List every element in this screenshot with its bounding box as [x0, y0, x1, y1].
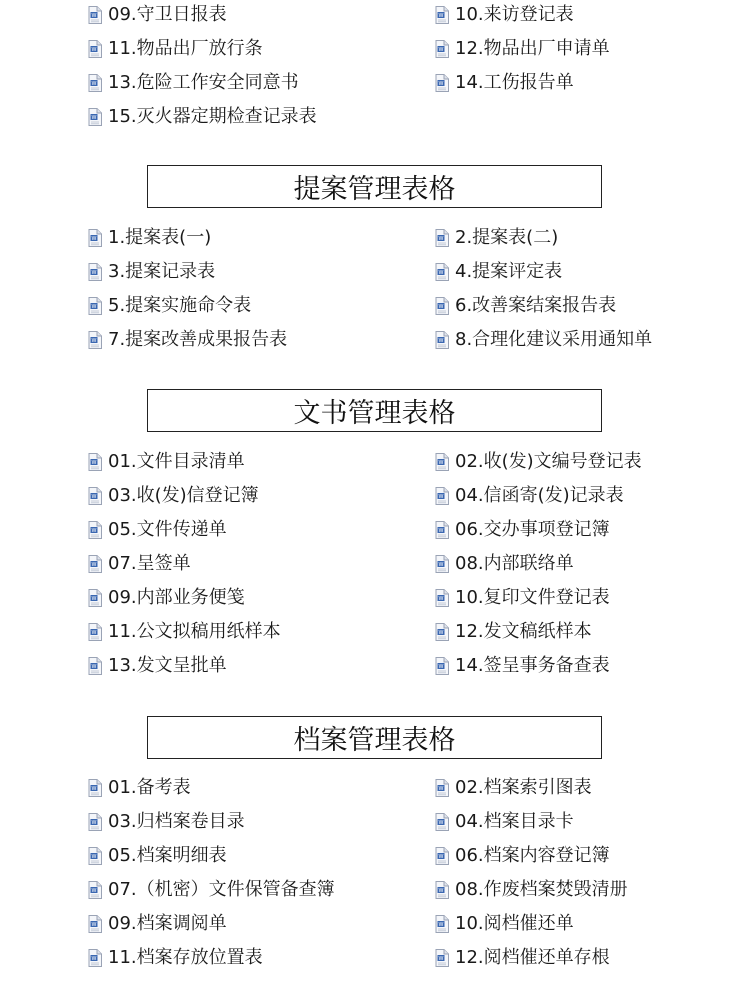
svg-text:W: W: [91, 956, 97, 962]
item-label: 06.交办事项登记簿: [455, 519, 610, 540]
word-document-icon: [435, 74, 449, 92]
item-label: 10.阅档催还单: [455, 913, 574, 934]
list-item[interactable]: [88, 3, 227, 27]
svg-text:W: W: [91, 338, 97, 344]
item-label: 5.提案实施命令表: [108, 295, 252, 316]
svg-text:W: W: [91, 494, 97, 500]
svg-text:W: W: [91, 528, 97, 534]
word-document-icon: [435, 881, 449, 899]
section-heading-proposal: 提案管理表格: [147, 165, 602, 208]
item-label: 2.提案表(二): [455, 227, 559, 248]
word-document-icon: [435, 623, 449, 641]
word-document-icon: [435, 229, 449, 247]
word-document-icon: [435, 487, 449, 505]
word-document-icon: [88, 779, 102, 797]
word-document-icon: [88, 108, 102, 126]
list-item[interactable]: [435, 484, 624, 508]
word-document-icon: [88, 949, 102, 967]
svg-text:W: W: [438, 562, 444, 568]
list-item[interactable]: [88, 105, 317, 129]
list-item[interactable]: [435, 260, 562, 284]
item-label: 03.归档案卷目录: [108, 811, 245, 832]
svg-text:W: W: [438, 630, 444, 636]
word-document-icon: [435, 847, 449, 865]
svg-text:W: W: [438, 236, 444, 242]
svg-text:W: W: [91, 854, 97, 860]
svg-text:W: W: [438, 460, 444, 466]
word-document-icon: [88, 847, 102, 865]
list-item[interactable]: [88, 294, 251, 318]
word-document-icon: [435, 6, 449, 24]
item-label: 14.工伤报告单: [455, 72, 574, 93]
list-item[interactable]: [88, 776, 191, 800]
list-item[interactable]: [435, 586, 610, 610]
list-item[interactable]: [435, 328, 652, 352]
word-document-icon: [88, 589, 102, 607]
word-document-icon: [88, 487, 102, 505]
item-label: 05.文件传递单: [108, 519, 227, 540]
list-item[interactable]: [88, 226, 211, 250]
list-item[interactable]: [88, 37, 263, 61]
list-item[interactable]: [88, 450, 245, 474]
word-document-icon: [435, 657, 449, 675]
list-item[interactable]: [435, 912, 574, 936]
word-document-icon: [88, 6, 102, 24]
word-document-icon: [435, 331, 449, 349]
word-document-icon: [88, 813, 102, 831]
svg-text:W: W: [438, 820, 444, 826]
word-document-icon: [435, 40, 449, 58]
item-label: 01.备考表: [108, 777, 191, 798]
svg-text:W: W: [438, 304, 444, 310]
list-item[interactable]: [435, 776, 592, 800]
item-label: 7.提案改善成果报告表: [108, 329, 288, 350]
item-label: 05.档案明细表: [108, 845, 227, 866]
item-label: 11.公文拟稿用纸样本: [108, 621, 281, 642]
list-item[interactable]: [88, 654, 227, 678]
item-label: 07.（机密）文件保管备查簿: [108, 879, 335, 900]
section-heading-documents: 文书管理表格: [147, 389, 602, 432]
item-label: 13.发文呈批单: [108, 655, 227, 676]
svg-text:W: W: [91, 888, 97, 894]
svg-text:W: W: [91, 596, 97, 602]
svg-text:W: W: [438, 664, 444, 670]
word-document-icon: [88, 555, 102, 573]
item-label: 02.档案索引图表: [455, 777, 592, 798]
word-document-icon: [435, 949, 449, 967]
list-item[interactable]: [435, 620, 592, 644]
svg-text:W: W: [438, 786, 444, 792]
svg-text:W: W: [438, 956, 444, 962]
svg-text:W: W: [91, 115, 97, 121]
word-document-icon: [435, 263, 449, 281]
word-document-icon: [88, 521, 102, 539]
list-item[interactable]: [435, 844, 610, 868]
svg-text:W: W: [91, 664, 97, 670]
item-label: 10.复印文件登记表: [455, 587, 610, 608]
svg-text:W: W: [438, 854, 444, 860]
svg-text:W: W: [438, 596, 444, 602]
item-label: 02.收(发)文编号登记表: [455, 451, 642, 472]
item-label: 3.提案记录表: [108, 261, 216, 282]
word-document-icon: [88, 881, 102, 899]
svg-text:W: W: [91, 81, 97, 87]
svg-text:W: W: [438, 47, 444, 53]
svg-text:W: W: [438, 888, 444, 894]
word-document-icon: [88, 229, 102, 247]
list-item[interactable]: [88, 946, 263, 970]
svg-text:W: W: [91, 13, 97, 19]
word-document-icon: [88, 263, 102, 281]
item-label: 12.阅档催还单存根: [455, 947, 610, 968]
word-document-icon: [435, 297, 449, 315]
svg-text:W: W: [91, 460, 97, 466]
list-item[interactable]: [88, 552, 191, 576]
list-item[interactable]: [88, 71, 299, 95]
list-item[interactable]: [88, 844, 227, 868]
item-label: 04.档案目录卡: [455, 811, 574, 832]
item-label: 13.危险工作安全同意书: [108, 72, 299, 93]
list-item[interactable]: [435, 37, 610, 61]
item-label: 12.发文稿纸样本: [455, 621, 592, 642]
item-label: 08.内部联络单: [455, 553, 574, 574]
item-label: 6.改善案结案报告表: [455, 295, 617, 316]
svg-text:W: W: [91, 304, 97, 310]
word-document-icon: [435, 521, 449, 539]
word-document-icon: [88, 297, 102, 315]
word-document-icon: [435, 779, 449, 797]
list-item[interactable]: [88, 586, 245, 610]
list-item[interactable]: [435, 654, 610, 678]
item-label: 03.收(发)信登记簿: [108, 485, 259, 506]
word-document-icon: [435, 915, 449, 933]
list-item[interactable]: [435, 552, 574, 576]
item-label: 09.内部业务便笺: [108, 587, 245, 608]
list-item[interactable]: [88, 912, 227, 936]
list-item[interactable]: [88, 328, 287, 352]
svg-text:W: W: [438, 338, 444, 344]
word-document-icon: [435, 453, 449, 471]
item-label: 8.合理化建议采用通知单: [455, 329, 653, 350]
list-item[interactable]: [88, 810, 245, 834]
svg-text:W: W: [438, 922, 444, 928]
list-item[interactable]: [88, 518, 227, 542]
item-label: 06.档案内容登记簿: [455, 845, 610, 866]
item-label: 14.签呈事务备查表: [455, 655, 610, 676]
svg-text:W: W: [438, 81, 444, 87]
word-document-icon: [88, 623, 102, 641]
list-item[interactable]: [88, 878, 335, 902]
word-document-icon: [88, 453, 102, 471]
word-document-icon: [435, 555, 449, 573]
section-heading-archives: 档案管理表格: [147, 716, 602, 759]
item-label: 4.提案评定表: [455, 261, 563, 282]
list-item[interactable]: [435, 294, 616, 318]
word-document-icon: [435, 813, 449, 831]
svg-text:W: W: [438, 528, 444, 534]
svg-text:W: W: [91, 270, 97, 276]
list-item[interactable]: [435, 878, 628, 902]
word-document-icon: [88, 915, 102, 933]
list-item[interactable]: [88, 260, 215, 284]
svg-text:W: W: [91, 236, 97, 242]
svg-text:W: W: [91, 820, 97, 826]
list-item[interactable]: [435, 450, 642, 474]
word-document-icon: [88, 657, 102, 675]
svg-text:W: W: [91, 922, 97, 928]
svg-text:W: W: [91, 630, 97, 636]
item-label: 01.文件目录清单: [108, 451, 245, 472]
item-label: 15.灭火器定期检查记录表: [108, 106, 317, 127]
svg-text:W: W: [438, 494, 444, 500]
list-item[interactable]: [435, 518, 610, 542]
item-label: 09.档案调阅单: [108, 913, 227, 934]
list-item[interactable]: [435, 946, 610, 970]
item-label: 04.信函寄(发)记录表: [455, 485, 624, 506]
list-item[interactable]: [88, 484, 259, 508]
svg-text:W: W: [91, 562, 97, 568]
item-label: 11.物品出厂放行条: [108, 38, 263, 59]
word-document-icon: [88, 74, 102, 92]
list-item[interactable]: [435, 226, 558, 250]
item-label: 11.档案存放位置表: [108, 947, 263, 968]
svg-text:W: W: [438, 13, 444, 19]
item-label: 08.作废档案焚毁清册: [455, 879, 628, 900]
list-item[interactable]: [435, 71, 574, 95]
item-label: 12.物品出厂申请单: [455, 38, 610, 59]
list-item[interactable]: [88, 620, 281, 644]
svg-text:W: W: [438, 270, 444, 276]
svg-text:W: W: [91, 786, 97, 792]
word-document-icon: [88, 40, 102, 58]
word-document-icon: [435, 589, 449, 607]
item-label: 09.守卫日报表: [108, 4, 227, 25]
item-label: 10.来访登记表: [455, 4, 574, 25]
item-label: 07.呈签单: [108, 553, 191, 574]
svg-text:W: W: [91, 47, 97, 53]
word-document-icon: [88, 331, 102, 349]
item-label: 1.提案表(一): [108, 227, 212, 248]
list-item[interactable]: [435, 3, 574, 27]
list-item[interactable]: [435, 810, 574, 834]
